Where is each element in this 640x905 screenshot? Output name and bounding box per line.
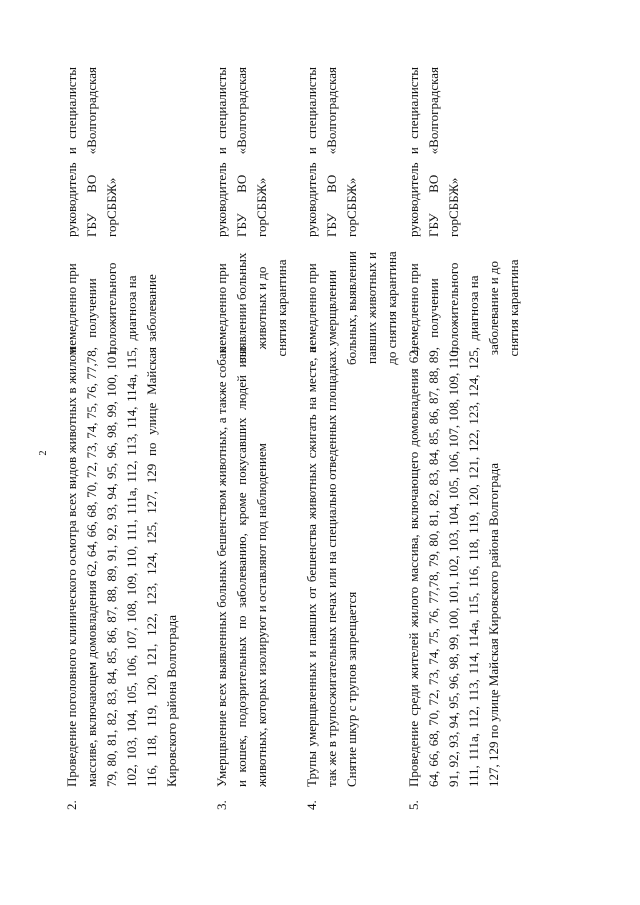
- page-number: 2: [38, 450, 49, 456]
- row-number: 4.: [304, 800, 319, 810]
- measure-responsible: руководитель и специалисты ГБУ ВО «Волгоградская горСББЖ»: [406, 67, 461, 237]
- measure-term: немедленно при умерщвлении больных, выявлении павших животных и до снятия карантина: [304, 251, 399, 365]
- measure-description: Умерщвление всех выявленных больных бешенством животных, а также собак и кошек, подозрительных по заболеванию, кроме покусавших людей или животных, которых изолируют и оставляют под наблюдением: [214, 347, 269, 787]
- measure-responsible: руководитель и специалисты ГБУ ВО «Волгоградская горСББЖ»: [64, 67, 119, 237]
- measure-term: немедленно при получении положительного диагноза на заболевание и до снятия карантина: [406, 259, 521, 357]
- measure-responsible: руководитель и специалисты ГБУ ВО «Волгоградская горСББЖ»: [214, 67, 269, 237]
- measure-responsible: руководитель и специалисты ГБУ ВО «Волгоградская горСББЖ»: [304, 67, 359, 237]
- row-number: 5.: [406, 800, 421, 810]
- row-number: 3.: [214, 800, 229, 810]
- row-number: 2.: [64, 800, 79, 810]
- measure-term: немедленно при получении положительного диагноза на заболевание: [64, 262, 159, 354]
- measure-description: Проведение среди жителей жилого массива, включающего домовладения 62, 64, 66, 68, 70, 72, 73, 74, 75, 76, 77,78, 79, 80, 81, 82, 83, 84, 85, 86, 87, 88, 89, 91, 92, 93, 94, 95, 96, 98, 99, 100, 101, 102, 103, 104, 105, 106, 107, 108, 109, 110, 111, 111а, 112, 113, 114, 114а, 115, 116, 118, 119, 120, 121, 122, 123, 124, 125, 127, 129 по улице Майская Кировского района Волгограда: [406, 347, 501, 787]
- measure-description: Проведение поголовного клинического осмотра всех видов животных в жилом массиве, включающем домовладения 62, 64, 66, 68, 70, 72, 73, 74, 75, 76, 77,78, 79, 80, 81, 82, 83, 84, 85, 86, 87, 88, 89, 91, 92, 93, 94, 95, 96, 98, 99, 100, 101, 102, 103, 104, 105, 106, 107, 108, 109, 110, 111, 111а, 112, 113, 114, 114а, 115, 116, 118, 119, 120, 121, 122, 123, 124, 125, 127, 129 по улице Майская Кировского района Волгограда: [64, 347, 179, 787]
- measure-term: немедленно при выявлении больных животных и до снятия карантина: [214, 252, 289, 364]
- measure-description: Трупы умерщвленных и павших от бешенства животных сжигать на месте, а так же в трупосжигательных печах или на специально отведенных площадках. Снятие шкур с трупов запрещается: [304, 347, 359, 787]
